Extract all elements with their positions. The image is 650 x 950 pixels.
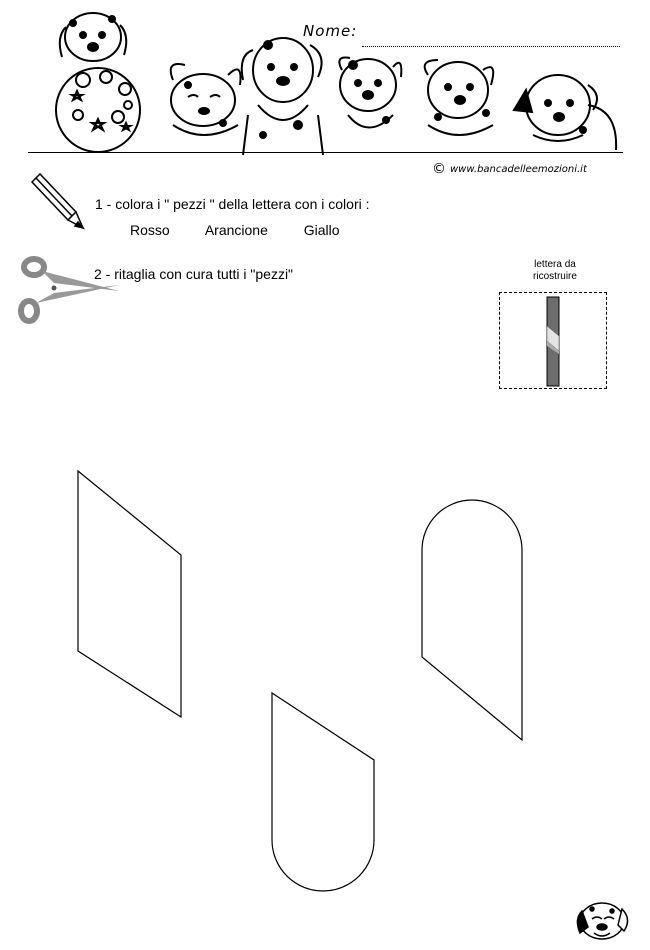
color-red-label: Rosso	[130, 222, 170, 238]
color-list	[130, 222, 372, 238]
reference-letter-box	[499, 292, 607, 389]
name-field[interactable]	[362, 46, 620, 47]
name-label: Nome:	[303, 22, 358, 40]
pencil-icon	[28, 172, 88, 234]
reference-caption-line-2: ricostruire	[533, 271, 577, 282]
color-yellow-label: Giallo	[303, 222, 340, 238]
instruction-step-1: 1 - colora i " pezzi " della lettera con i colori :	[95, 196, 370, 212]
header-divider	[28, 152, 623, 153]
reference-letter-i	[543, 296, 565, 388]
color-orange-label: Arancione	[204, 222, 268, 238]
instruction-step-2: 2 - ritaglia con cura tutti i "pezzi"	[94, 266, 294, 282]
piece-rounded-bottom	[272, 693, 374, 891]
reference-caption-line-1: lettera da	[534, 259, 576, 270]
copyright-icon: ©	[432, 161, 446, 177]
copyright	[432, 162, 587, 176]
dalmatian-puppy-icon	[572, 893, 632, 943]
reference-caption	[510, 259, 600, 283]
scissors-icon	[14, 253, 124, 328]
piece-rounded-right	[422, 500, 522, 740]
copyright-text: www.bancadelleemozioni.it	[450, 163, 587, 175]
piece-parallelogram	[78, 471, 181, 717]
letter-pieces	[0, 440, 650, 900]
